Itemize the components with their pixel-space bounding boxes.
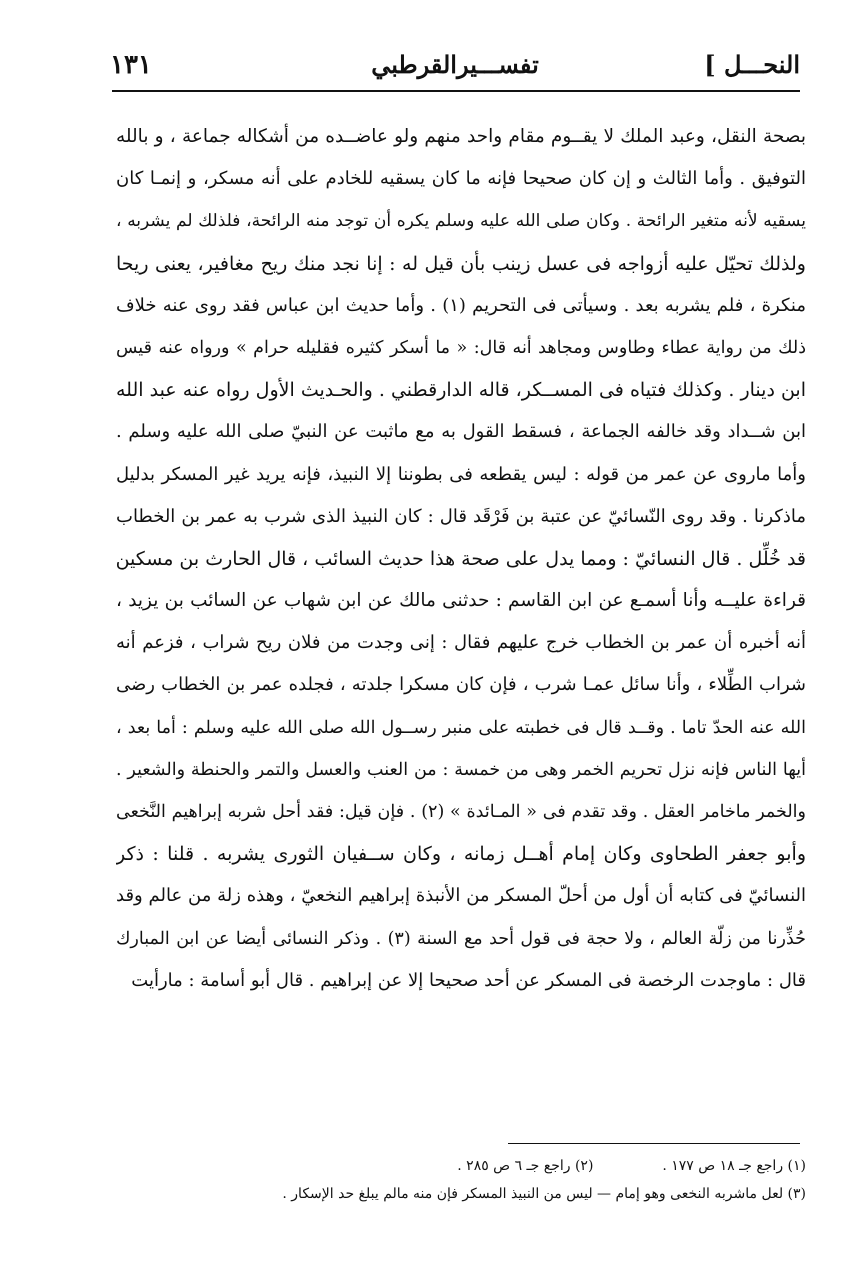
text-line: قد خُلِّل . قال النسائيّ : ومما يدل على صحة هذا حديث السائب ، قال الحارث بن مسكين: [116, 547, 806, 570]
text-line: شراب الطِّلاء ، وأنا سائل عمـا شرب ، فإن كان مسكرا جلدته ، فجلده عمر بن الخطاب رضى: [116, 674, 806, 696]
text-line: ولذلك تحيّل عليه أزواجه فى عسل زينب بأن قيل له : إنا نجد منك ريح مغافير، يعنى ريحا: [116, 252, 806, 275]
footnote-row: [150, 1152, 806, 1180]
chapter-name: النحـــل ]: [704, 50, 800, 79]
text-line: وأما ماروى عن عمر من قوله : ليس يقطعه فى بطوننا إلا النبيذ، فإنه يريد غير المسكر بدليل: [116, 463, 806, 485]
text-line: ذلك من رواية عطاء وطاوس ومجاهد أنه قال: « ما أسكر كثيره فقليله حرام » ورواه عنه قيس: [116, 337, 806, 358]
text-line: وأبو جعفر الطحاوى وكان إمام أهــل زمانه ، وكان ســفيان الثورى يشربه . قلنا : ذكر: [116, 843, 806, 866]
footnote-3: (٣) لعل ماشربه النخعى وهو إمام — ليس من النبيذ المسكر فإن منه مالم يبلغ حد الإسكار .: [282, 1186, 806, 1202]
text-line: بصحة النقل، وعبد الملك لا يقــوم مقام واحد منهم ولو عاضــده من أشكاله جماعة ، و بالله: [116, 126, 806, 147]
footnote-row: [150, 1180, 806, 1208]
body-text: [116, 116, 806, 1002]
footnote-1: (١) راجع جـ ١٨ ص ١٧٧ .: [662, 1158, 806, 1174]
text-line: ابن دينار . وكذلك فتياه فى المســكر، قاله الدارقطني . والحـديث الأول رواه عنه عبد الله: [116, 379, 806, 402]
text-line: أنه أخبره أن عمر بن الخطاب خرج عليهم فقال : إنى وجدت من فلان ريح شراب ، فزعم أنه: [116, 632, 806, 654]
text-line: النسائيّ فى كتابه أن أول من أحلّ المسكر من الأنبذة إبراهيم النخعيّ ، وهذه زلة من عالم وقد: [116, 885, 806, 907]
text-line: قراءة عليــه وأنا أسمـع عن ابن القاسم : حدثنى مالك عن ابن شهاب عن السائب بن يزيد ،: [116, 590, 806, 612]
header-rule: [112, 90, 800, 92]
text-line: الله عنه الحدّ تاما . وقــد قال فى خطبته على منبر رســول الله صلى الله عليه وسلم : أما بعد ،: [116, 717, 806, 738]
text-line: ابن شــداد وقد خالفه الجماعة ، فسقط القول به مع ماثبت عن النبيّ صلى الله عليه وسلم .: [116, 421, 806, 443]
footnotes: [150, 1152, 806, 1208]
text-line: منكرة ، فلم يشربه بعد . وسيأتى فى التحريم (١) . وأما حديث ابن عباس فقد روى عنه خلاف: [116, 294, 806, 316]
page-number: ١٣١: [110, 50, 152, 80]
text-line: أيها الناس فإنه نزل تحريم الخمر وهى من خمسة : من العنب والعسل والتمر والحنطة والشعير .: [116, 759, 806, 780]
footnote-rule: [508, 1143, 800, 1144]
book-title: تفســـيرالقرطبي: [371, 50, 539, 79]
text-line: ماذكرنا . وقد روى النّسائيّ عن عتبة بن فَرْقَد قال : كان النبيذ الذى شرب به عمر بن الخطاب: [116, 505, 806, 527]
text-line: حُذِّرنا من زلّة العالم ، ولا حجة فى قول أحد مع السنة (٣) . وذكر النسائى أيضا عن ابن المبارك: [116, 928, 806, 949]
footnote-2: (٢) راجع جـ ٦ ص ٢٨٥ .: [457, 1158, 594, 1174]
running-header: [110, 50, 800, 90]
text-line: والخمر ماخامر العقل . وقد تقدم فى « المـائدة » (٢) . فإن قيل: فقد أحل شربه إبراهيم النَّخعى: [116, 802, 806, 822]
text-line: التوفيق . وأما الثالث و إن كان صحيحا فإنه ما كان يسقيه للخادم على أنه مسكر، و إنمـا كان: [116, 168, 806, 190]
text-line: يسقيه لأنه متغير الرائحة . وكان صلى الله عليه وسلم يكره أن توجد منه الرائحة، فلذلك لم يشربه ،: [116, 211, 806, 232]
text-line: قال : ماوجدت الرخصة فى المسكر عن أحد صحيحا إلا عن إبراهيم . قال أبو أسامة : مارأيت: [131, 969, 806, 991]
